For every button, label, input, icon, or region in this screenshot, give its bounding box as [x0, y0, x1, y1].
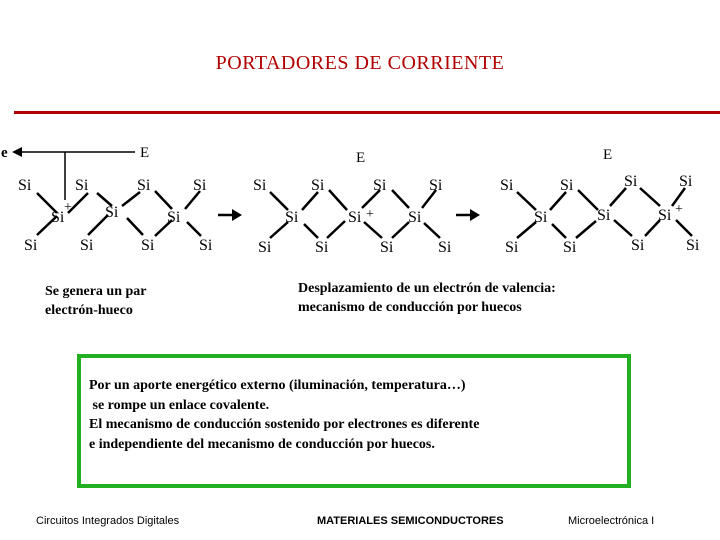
caption-hole-conduction — [298, 279, 556, 317]
si-atom: Si — [199, 237, 213, 254]
si-atom: Si — [686, 237, 700, 254]
process-arrow-2 — [456, 209, 480, 221]
si-atom: Si — [18, 177, 32, 194]
si-atom: Si — [137, 177, 151, 194]
si-atom: Si — [408, 209, 422, 226]
si-atom: Si — [258, 239, 272, 256]
si-atom: Si — [380, 239, 394, 256]
si-atom: Si — [315, 239, 329, 256]
si-atom: Si — [348, 209, 362, 226]
si-atom: Si — [51, 209, 65, 226]
si-atom: Si — [311, 177, 325, 194]
note-line: Por un aporte energético externo (iluminación, temperatura…) — [89, 378, 466, 393]
process-arrow-1 — [218, 209, 242, 221]
si-atom: Si — [141, 237, 155, 254]
si-atom: Si — [560, 177, 574, 194]
si-atom: Si — [631, 237, 645, 254]
caption-line: electrón-hueco — [45, 303, 133, 318]
footer-course: Circuitos Integrados Digitales — [36, 515, 180, 527]
caption-line: mecanismo de conducción por huecos — [298, 300, 522, 315]
hole-plus-icon: + — [64, 200, 72, 215]
si-atom: Si — [658, 207, 672, 224]
si-atom: Si — [563, 239, 577, 256]
field-label-3: E — [603, 147, 613, 163]
note-line: se rompe un enlace covalente. — [89, 397, 270, 413]
si-atom: Si — [429, 177, 443, 194]
note-text — [89, 376, 479, 454]
slide-title: PORTADORES DE CORRIENTE — [215, 52, 505, 74]
si-atom: Si — [75, 177, 89, 194]
note-line: El mecanismo de conducción sostenido por electrones es diferente — [89, 417, 480, 432]
note-line: e independiente del mecanismo de conducción por huecos. — [89, 436, 435, 452]
atom-labels — [18, 173, 700, 256]
caption-electron-hole — [45, 282, 147, 320]
footer-subject: Microelectrónica I — [568, 515, 655, 527]
si-atom: Si — [500, 177, 514, 194]
right-arrow-icon — [470, 209, 480, 221]
si-atom: Si — [597, 207, 611, 224]
si-atom: Si — [193, 177, 207, 194]
si-atom: Si — [80, 237, 94, 254]
caption-line: Desplazamiento de un electrón de valencia: — [298, 281, 556, 296]
footer-topic: MATERIALES SEMICONDUCTORES — [317, 515, 504, 527]
si-atom: Si — [679, 173, 693, 190]
field-label-2: E — [356, 150, 366, 166]
arrowhead-icon — [12, 147, 22, 157]
si-atom: Si — [534, 209, 548, 226]
si-atom: Si — [105, 204, 119, 221]
hole-plus-icon: + — [366, 207, 374, 222]
si-atom: Si — [373, 177, 387, 194]
si-atom: Si — [505, 239, 519, 256]
right-arrow-icon — [232, 209, 242, 221]
electron-label: e — [1, 145, 8, 161]
si-atom: Si — [167, 209, 181, 226]
si-atom: Si — [438, 239, 452, 256]
si-atom: Si — [285, 209, 299, 226]
si-atom: Si — [253, 177, 267, 194]
field-label-1: E — [140, 145, 150, 161]
si-atom: Si — [24, 237, 38, 254]
hole-plus-icon: + — [675, 202, 683, 217]
si-atom: Si — [624, 173, 638, 190]
caption-line: Se genera un par — [45, 284, 147, 299]
